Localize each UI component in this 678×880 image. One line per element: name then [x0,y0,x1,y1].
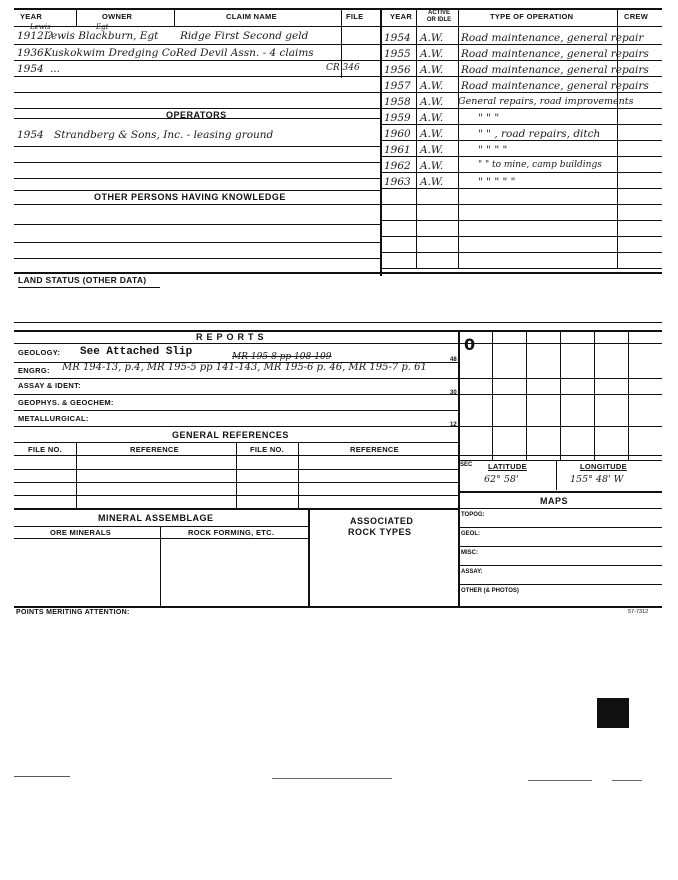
maps-assay: ASSAY: [461,569,483,575]
ore-minerals-label: ORE MINERALS [50,528,112,537]
operation-row-year: 1954 [384,32,411,44]
owner-row-file: CR 346 [326,63,360,73]
operation-row-year: 1957 [384,80,411,92]
operation-row-type: General repairs, road improvements [458,96,634,107]
operation-row-year: 1961 [384,144,411,156]
operation-row-status: A.W. [420,80,444,92]
gr-reference: REFERENCE [130,445,179,454]
points-meriting-label: POINTS MERITING ATTENTION: [16,609,130,616]
operation-row-type: Road maintenance, general repair [461,32,644,44]
operation-row-status: A.W. [420,128,444,140]
operation-row-status: A.W. [420,48,444,60]
owner-row-owner: Kuskokwim Dredging Co. [44,47,180,59]
header-type-of-operation: TYPE OF OPERATION [490,12,574,21]
operation-row-year: 1962 [384,160,411,172]
owner-note-egt: Egt [96,23,109,31]
operation-row-status: A.W. [420,176,444,188]
operation-row-year: 1959 [384,112,411,124]
operation-row-status: A.W. [420,160,444,172]
rock-forming-label: ROCK FORMING, ETC. [188,528,275,537]
metallurgical-label: METALLURGICAL: [18,414,89,423]
gr-reference-2: REFERENCE [350,445,399,454]
engrg-label: ENGRG: [18,366,50,375]
latitude-value: 62° 58' [484,474,519,485]
owner-row-owner: Lewis Blackburn, Egt [44,30,159,42]
operation-row-year: 1958 [384,96,411,108]
header-crew: CREW [624,12,649,21]
owner-row-claim: Ridge First Second geld [180,30,309,42]
operation-row-type: Road maintenance, general repairs [461,64,649,76]
operation-row-status: A.W. [420,112,444,124]
assay-label: ASSAY & IDENT: [18,381,81,390]
general-references-title: GENERAL REFERENCES [172,430,289,440]
mineral-title: MINERAL ASSEMBLAGE [98,513,214,523]
registration-mark [597,698,629,728]
owner-row-owner: ... [50,63,61,75]
grid-number-12: 12 [450,422,457,428]
operation-row-status: A.W. [420,32,444,44]
operation-row-year: 1960 [384,128,411,140]
header-year: YEAR [20,12,43,21]
engrg-value: MR 194-13, p.4, MR 195-5 pp 141-143, MR 195-6 p. 46, MR 195-7 p. 61 [62,362,427,373]
gr-file-no: FILE NO. [28,445,63,454]
owner-row-year: 1954 [17,63,44,75]
operation-row-year: 1955 [384,48,411,60]
operation-row-type: " " , road repairs, ditch [478,128,601,140]
grid-number-30: 30 [450,390,457,396]
owner-row-year: 1936 [17,47,44,59]
owner-note-lewis: Lewis [30,23,51,31]
operation-row-year: 1963 [384,176,411,188]
maps-title: MAPS [540,496,569,506]
operation-row-status: A.W. [420,144,444,156]
operation-row-type: " " " " [478,144,508,156]
header-year-right: YEAR [390,12,413,21]
operation-row-status: A.W. [420,64,444,76]
sec-label: SEC [460,462,473,468]
associated-label: ASSOCIATED [350,516,414,526]
other-persons-title: OTHER PERSONS HAVING KNOWLEDGE [94,192,286,202]
geophys-label: GEOPHYS. & GEOCHEM: [18,398,114,407]
maps-geol: GEOL: [461,531,480,537]
land-status-label: LAND STATUS (OTHER DATA) [18,275,147,285]
operation-row-type: Road maintenance, general repairs [461,48,649,60]
maps-photos: OTHER (& PHOTOS) [461,588,519,594]
grid-number-48: 48 [450,357,457,363]
operation-row-year: 1956 [384,64,411,76]
operation-row-type: " " " [478,112,500,124]
header-active-idle: ACTIVE OR IDLE [426,10,452,23]
reports-title: REPORTS [196,332,268,342]
form-number: 57-7312 [628,609,649,615]
maps-misc: MISC: [461,550,478,556]
geology-struck-reference: MR 195-8 pp 108-109 [232,352,332,362]
header-claim-name: CLAIM NAME [226,12,277,21]
operator-row-year: 1954 [17,129,44,141]
gr-file-no-2: FILE NO. [250,445,285,454]
maps-topog: TOPOG: [461,512,485,518]
grid-marker: 0 [464,335,476,354]
owner-row-year: 1912 ? [17,30,53,42]
owner-row-claim: Red Devil Assn. - 4 claims [176,47,314,59]
longitude-label: LONGITUDE [580,462,627,471]
operator-row-text: Strandberg & Sons, Inc. - leasing ground [54,129,274,141]
operation-row-type: " " to mine, camp buildings [478,160,602,170]
operation-row-type: " " " " " [478,176,516,188]
operators-title: OPERATORS [166,110,227,120]
geology-label: GEOLOGY: [18,348,61,357]
rock-types-label: ROCK TYPES [348,527,412,537]
header-file: FILE [346,12,364,21]
latitude-label: LATITUDE [488,462,527,471]
header-owner: OWNER [102,12,133,21]
longitude-value: 155° 48' W [570,474,624,485]
operation-row-status: A.W. [420,96,444,108]
operation-row-type: Road maintenance, general repairs [461,80,649,92]
geology-value: See Attached Slip [80,346,193,358]
